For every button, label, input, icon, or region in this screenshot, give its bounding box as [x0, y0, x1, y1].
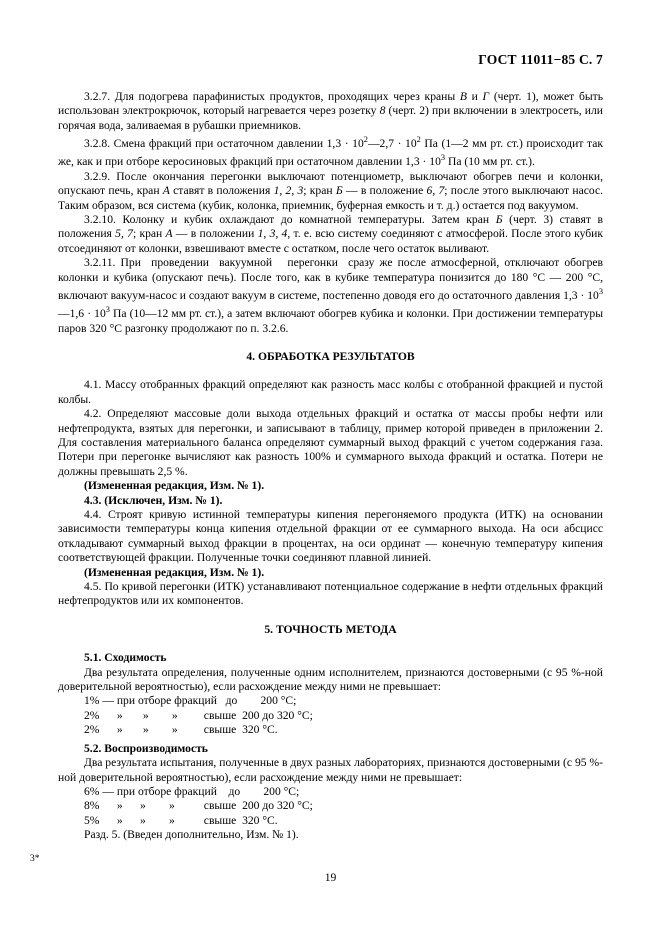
paragraph-4-4-note: (Измененная редакция, Изм. № 1).: [84, 565, 265, 579]
paragraph-3-2-8: 3.2.8. Смена фракций при остаточном давлении $1,3 \cdot 10^2—2,7 \cdot 10^2$ Па (1—2 мм рт. ст.) происходит так же, как и при отборе керосиновых фракций при остаточном давлении $1,3 \cdot 10^3$ Па (10 мм рт. ст.).: [58, 135, 603, 169]
paragraph-razdel-5-note: Разд. 5. (Введен дополнительно, Изм. № 1).: [84, 828, 299, 842]
repeatability-list: [58, 694, 603, 737]
list-item: 5% » » » свыше 320 °С.: [84, 813, 278, 827]
paragraph-3-2-10: 3.2.10. Колонку и кубик охлаждают до комнатной температуры. Затем кран Б (черт. 3) ставят в положения 5, 7; кран А — в положении 1, 3, 4, т. е. всю систему соединяют с атмосферой. После этого кубик отсоединяют от колонки, взвешивают вместе с остатком, после чего остаток выливают.: [58, 212, 604, 255]
section-heading-4: 4. ОБРАБОТКА РЕЗУЛЬТАТОВ: [246, 349, 415, 363]
paragraph-4-3: 4.3. (Исключен, Изм. № 1).: [84, 493, 223, 507]
section-heading-5: 5. ТОЧНОСТЬ МЕТОДА: [264, 622, 397, 636]
signature-mark: 3*: [30, 854, 40, 864]
list-item: 2% » » » свыше 200 до 320 °С;: [84, 708, 313, 722]
paragraph-3-2-11: 3.2.11. При проведении вакуумной перегонки сразу же после атмосферной, отключают обогрев колонки и кубика (опускают печь). После того, как в кубике температура понизится до 180 °С — 200 °С, включают вакуум-насос и создают вакуум в системе, постепенно доводя его до остаточного давления $1,3 \cdot 10^3—1,6 \cdot 10^3$ Па (10—12 мм рт. ст.), а затем включают обогрев кубика и колонки. При достижении температуры паров 320 °С разгонку продолжают по п. 3.2.6.: [58, 256, 603, 335]
paragraph-4-1: 4.1. Массу отобранных фракций определяют как разность масс колбы с отобранной фракцией и пустой колбы.: [58, 378, 603, 406]
list-item: 1% — при отборе фракций до 200 °С;: [84, 694, 297, 708]
document-body: [58, 90, 603, 843]
list-item: 8% » » » свыше 200 до 320 °С;: [84, 799, 313, 813]
paragraph-3-2-7: 3.2.7. Для подогрева парафинистых продуктов, проходящих через краны В и Г (черт. 1), может быть использован электрокрючок, который нагревается через розетку 8 (черт. 2) при включении в электросеть, или горячая вода, заливаемая в рубашки приемников.: [58, 90, 603, 132]
page-header: ГОСТ 11011−85 С. 7: [478, 52, 603, 67]
paragraph-5-2-text: Два результата испытания, полученные в двух разных лабораториях, признаются достоверными (с 95 %-ной доверительной вероятностью), если расхождение между ними не превышает:: [58, 756, 603, 784]
page-number: 19: [324, 871, 337, 884]
paragraph-3-2-9: 3.2.9. После окончания перегонки выключают потенциометр, выключают обогрев печи и колонки, опускают печь, кран А ставят в положения 1, 2, 3; кран Б — в положение 6, 7; после этого выключают насос. Таким образом, вся система (кубик, колонка, приемник, буферная емкость и т. д.) остается под вакуумом.: [58, 169, 603, 212]
list-item: 6% — при отборе фракций до 200 °С;: [84, 784, 300, 798]
subsection-5-1-heading: 5.1. Сходимость: [84, 651, 167, 665]
paragraph-4-4: 4.4. Строят кривую истинной температуры кипения перегоняемого продукта (ИТК) на основании зависимости температуры конца кипения отдельной фракции от ее суммарного выхода. На оси абсцисс откладывают суммарный выход фракции в процентах, на оси ординат — конечную температуру кипения соответствующей фракции. Полученные точки соединяют плавной линией.: [58, 508, 603, 565]
paragraph-4-2: 4.2. Определяют массовые доли выхода отдельных фракций и остатка от массы пробы нефти или нефтепродукта, взятых для перегонки, и записывают в таблицу, пример которой приведен в приложении 2. Для составления материального баланса определяют суммарный выход фракций с учетом содержания газа. Потери при перегонке вычисляют как разность 100% и суммарного выхода фракций и остатка. Потери не должны превышать 2,5 %.: [58, 407, 603, 478]
paragraph-4-5: 4.5. По кривой перегонки (ИТК) устанавливают потенциальное содержание в нефти отдельных фракций нефтепродуктов или их компонентов.: [58, 580, 603, 608]
reproducibility-list: [58, 785, 603, 828]
subsection-5-2-heading: 5.2. Воспроизводимость: [84, 741, 208, 755]
list-item: 2% » » » свыше 320 °С.: [84, 723, 278, 737]
paragraph-4-2-note: (Измененная редакция, Изм. № 1).: [84, 479, 265, 493]
paragraph-5-1-text: Два результата определения, полученные одним исполнителем, признаются достоверными (с 95 %-ной доверительной вероятностью), если расхождение между ними не превышает:: [58, 665, 603, 694]
